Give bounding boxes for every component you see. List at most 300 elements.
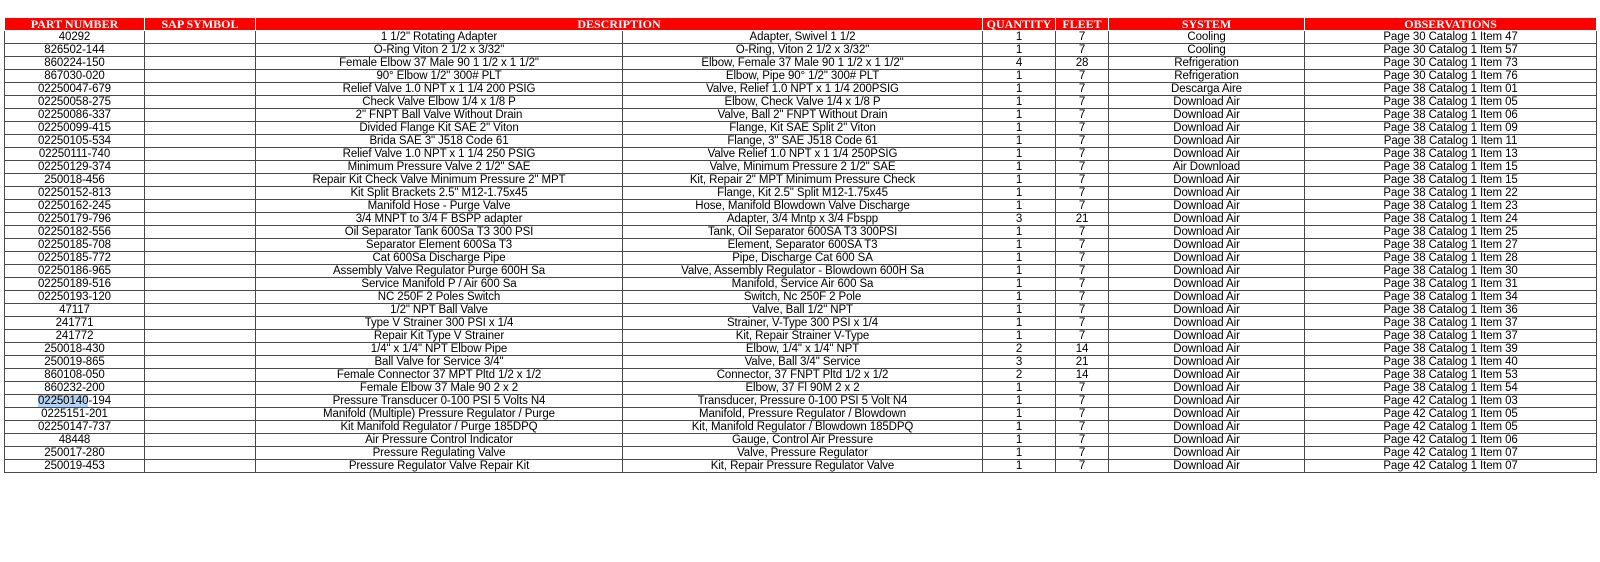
part-number-cell[interactable]: 40292: [5, 31, 145, 44]
description-cell[interactable]: Brida SAE 3" J518 Code 61: [256, 135, 623, 148]
header-observations[interactable]: OBSERVATIONS: [1305, 18, 1597, 31]
observations-cell[interactable]: Page 42 Catalog 1 Item 07: [1305, 460, 1597, 473]
part-number-cell[interactable]: 250019-865: [5, 356, 145, 369]
system-cell[interactable]: Download Air: [1109, 200, 1305, 213]
description-cell[interactable]: Manifold Hose - Purge Valve: [256, 200, 623, 213]
system-cell[interactable]: Download Air: [1109, 239, 1305, 252]
part-number-cell[interactable]: 02250086-337: [5, 109, 145, 122]
part-number-cell[interactable]: 47117: [5, 304, 145, 317]
fleet-cell[interactable]: 7: [1056, 395, 1109, 408]
part-number-cell[interactable]: 02250047-679: [5, 83, 145, 96]
description-alt-cell[interactable]: Kit, Manifold Regulator / Blowdown 185DPQ: [623, 421, 983, 434]
fleet-cell[interactable]: 7: [1056, 109, 1109, 122]
quantity-cell[interactable]: 4: [983, 57, 1056, 70]
fleet-cell[interactable]: 7: [1056, 278, 1109, 291]
sap-symbol-cell[interactable]: [145, 174, 256, 187]
part-number-cell[interactable]: 02250185-772: [5, 252, 145, 265]
header-description[interactable]: DESCRIPTION: [256, 18, 983, 31]
header-system[interactable]: SYSTEM: [1109, 18, 1305, 31]
sap-symbol-cell[interactable]: [145, 31, 256, 44]
description-cell[interactable]: Pressure Transducer 0-100 PSI 5 Volts N4: [256, 395, 623, 408]
part-number-cell[interactable]: 02250186-965: [5, 265, 145, 278]
observations-cell[interactable]: Page 38 Catalog 1 Item 37: [1305, 317, 1597, 330]
fleet-cell[interactable]: 7: [1056, 447, 1109, 460]
description-alt-cell[interactable]: Strainer, V-Type 300 PSI x 1/4: [623, 317, 983, 330]
fleet-cell[interactable]: 7: [1056, 122, 1109, 135]
observations-cell[interactable]: Page 38 Catalog 1 Item 11: [1305, 135, 1597, 148]
fleet-cell[interactable]: 14: [1056, 369, 1109, 382]
fleet-cell[interactable]: 7: [1056, 200, 1109, 213]
fleet-cell[interactable]: 7: [1056, 135, 1109, 148]
description-alt-cell[interactable]: Manifold, Pressure Regulator / Blowdown: [623, 408, 983, 421]
header-part-number[interactable]: PART NUMBER: [5, 18, 145, 31]
quantity-cell[interactable]: 1: [983, 174, 1056, 187]
sap-symbol-cell[interactable]: [145, 161, 256, 174]
system-cell[interactable]: Download Air: [1109, 122, 1305, 135]
part-number-cell[interactable]: 250017-280: [5, 447, 145, 460]
header-quantity[interactable]: QUANTITY: [983, 18, 1056, 31]
sap-symbol-cell[interactable]: [145, 252, 256, 265]
description-cell[interactable]: Cat 600Sa Discharge Pipe: [256, 252, 623, 265]
description-alt-cell[interactable]: Elbow, Female 37 Male 90 1 1/2 x 1 1/2": [623, 57, 983, 70]
sap-symbol-cell[interactable]: [145, 382, 256, 395]
description-cell[interactable]: Assembly Valve Regulator Purge 600H Sa: [256, 265, 623, 278]
description-cell[interactable]: Manifold (Multiple) Pressure Regulator / Purge: [256, 408, 623, 421]
part-number-cell[interactable]: [5, 395, 145, 408]
description-alt-cell[interactable]: Elbow, Pipe 90° 1/2" 300# PLT: [623, 70, 983, 83]
fleet-cell[interactable]: 21: [1056, 213, 1109, 226]
system-cell[interactable]: Download Air: [1109, 148, 1305, 161]
fleet-cell[interactable]: 7: [1056, 239, 1109, 252]
fleet-cell[interactable]: 21: [1056, 356, 1109, 369]
observations-cell[interactable]: Page 38 Catalog 1 Item 34: [1305, 291, 1597, 304]
sap-symbol-cell[interactable]: [145, 421, 256, 434]
part-number-cell[interactable]: 02250147-737: [5, 421, 145, 434]
quantity-cell[interactable]: 1: [983, 395, 1056, 408]
system-cell[interactable]: Air Download: [1109, 161, 1305, 174]
quantity-cell[interactable]: 2: [983, 369, 1056, 382]
part-number-cell[interactable]: 02250182-556: [5, 226, 145, 239]
fleet-cell[interactable]: 7: [1056, 434, 1109, 447]
sap-symbol-cell[interactable]: [145, 447, 256, 460]
description-alt-cell[interactable]: Elbow, 1/4" x 1/4" NPT: [623, 343, 983, 356]
quantity-cell[interactable]: 1: [983, 460, 1056, 473]
system-cell[interactable]: Download Air: [1109, 460, 1305, 473]
sap-symbol-cell[interactable]: [145, 109, 256, 122]
part-number-cell[interactable]: 826502-144: [5, 44, 145, 57]
fleet-cell[interactable]: 28: [1056, 57, 1109, 70]
quantity-cell[interactable]: 1: [983, 148, 1056, 161]
fleet-cell[interactable]: 7: [1056, 174, 1109, 187]
observations-cell[interactable]: Page 30 Catalog 1 Item 73: [1305, 57, 1597, 70]
quantity-cell[interactable]: 1: [983, 70, 1056, 83]
sap-symbol-cell[interactable]: [145, 278, 256, 291]
quantity-cell[interactable]: 1: [983, 382, 1056, 395]
observations-cell[interactable]: Page 38 Catalog 1 Item 09: [1305, 122, 1597, 135]
part-number-cell[interactable]: 867030-020: [5, 70, 145, 83]
system-cell[interactable]: Descarga Aire: [1109, 83, 1305, 96]
description-alt-cell[interactable]: Valve Relief 1.0 NPT x 1 1/4 250PSIG: [623, 148, 983, 161]
observations-cell[interactable]: Page 42 Catalog 1 Item 06: [1305, 434, 1597, 447]
part-number-cell[interactable]: 241772: [5, 330, 145, 343]
fleet-cell[interactable]: 7: [1056, 304, 1109, 317]
part-number-cell[interactable]: 02250162-245: [5, 200, 145, 213]
description-cell[interactable]: Pressure Regulator Valve Repair Kit: [256, 460, 623, 473]
observations-cell[interactable]: Page 38 Catalog 1 Item 31: [1305, 278, 1597, 291]
observations-cell[interactable]: Page 42 Catalog 1 Item 05: [1305, 408, 1597, 421]
description-alt-cell[interactable]: Elbow, 37 Fl 90M 2 x 2: [623, 382, 983, 395]
part-number-cell[interactable]: 02250105-534: [5, 135, 145, 148]
table-row: [5, 408, 1597, 421]
fleet-cell[interactable]: 7: [1056, 161, 1109, 174]
quantity-cell[interactable]: 1: [983, 135, 1056, 148]
parts-spreadsheet: [0, 17, 1600, 473]
system-cell[interactable]: Download Air: [1109, 382, 1305, 395]
observations-cell[interactable]: Page 38 Catalog 1 Item 05: [1305, 96, 1597, 109]
part-number-cell[interactable]: 250019-453: [5, 460, 145, 473]
description-alt-cell[interactable]: Valve, Minimum Pressure 2 1/2" SAE: [623, 161, 983, 174]
table-row: [5, 31, 1597, 44]
system-cell[interactable]: Download Air: [1109, 226, 1305, 239]
header-sap-symbol[interactable]: SAP SYMBOL: [145, 18, 256, 31]
system-cell[interactable]: Download Air: [1109, 330, 1305, 343]
description-cell[interactable]: 2" FNPT Ball Valve Without Drain: [256, 109, 623, 122]
description-alt-cell[interactable]: Kit, Repair Pressure Regulator Valve: [623, 460, 983, 473]
description-cell[interactable]: Divided Flange Kit SAE 2" Viton: [256, 122, 623, 135]
system-cell[interactable]: Download Air: [1109, 356, 1305, 369]
sap-symbol-cell[interactable]: [145, 96, 256, 109]
header-fleet[interactable]: FLEET: [1056, 18, 1109, 31]
table-row: [5, 135, 1597, 148]
system-cell[interactable]: Download Air: [1109, 447, 1305, 460]
description-cell[interactable]: O-Ring Viton 2 1/2 x 3/32": [256, 44, 623, 57]
quantity-cell[interactable]: 2: [983, 343, 1056, 356]
sap-symbol-cell[interactable]: [145, 343, 256, 356]
description-cell[interactable]: 90° Elbow 1/2" 300# PLT: [256, 70, 623, 83]
sap-symbol-cell[interactable]: [145, 213, 256, 226]
quantity-cell[interactable]: 3: [983, 213, 1056, 226]
system-cell[interactable]: Download Air: [1109, 135, 1305, 148]
sap-symbol-cell[interactable]: [145, 291, 256, 304]
fleet-cell[interactable]: 7: [1056, 265, 1109, 278]
fleet-cell[interactable]: 7: [1056, 70, 1109, 83]
sap-symbol-cell[interactable]: [145, 330, 256, 343]
quantity-cell[interactable]: 1: [983, 187, 1056, 200]
fleet-cell[interactable]: 7: [1056, 44, 1109, 57]
description-alt-cell[interactable]: Valve, Ball 3/4" Service: [623, 356, 983, 369]
sap-symbol-cell[interactable]: [145, 83, 256, 96]
description-cell[interactable]: Female Elbow 37 Male 90 2 x 2: [256, 382, 623, 395]
quantity-cell[interactable]: 1: [983, 408, 1056, 421]
description-alt-cell[interactable]: Flange, Kit 2.5" Split M12-1.75x45: [623, 187, 983, 200]
table-row: [5, 382, 1597, 395]
description-cell[interactable]: Repair Kit Check Valve Minimum Pressure 2" MPT: [256, 174, 623, 187]
description-cell[interactable]: Kit Manifold Regulator / Purge 185DPQ: [256, 421, 623, 434]
system-cell[interactable]: Download Air: [1109, 213, 1305, 226]
quantity-cell[interactable]: 3: [983, 356, 1056, 369]
fleet-cell[interactable]: 7: [1056, 317, 1109, 330]
table-row: [5, 57, 1597, 70]
description-cell[interactable]: Check Valve Elbow 1/4 x 1/8 P: [256, 96, 623, 109]
table-body: [5, 31, 1597, 473]
quantity-cell[interactable]: 1: [983, 278, 1056, 291]
description-alt-cell[interactable]: Element, Separator 600SA T3: [623, 239, 983, 252]
part-number-cell[interactable]: 02250129-374: [5, 161, 145, 174]
sap-symbol-cell[interactable]: [145, 148, 256, 161]
fleet-cell[interactable]: 14: [1056, 343, 1109, 356]
observations-cell[interactable]: Page 38 Catalog 1 Item 37: [1305, 330, 1597, 343]
fleet-cell[interactable]: 7: [1056, 83, 1109, 96]
sap-symbol-cell[interactable]: [145, 408, 256, 421]
quantity-cell[interactable]: 1: [983, 421, 1056, 434]
sap-symbol-cell[interactable]: [145, 369, 256, 382]
part-number-cell[interactable]: 250018-456: [5, 174, 145, 187]
system-cell[interactable]: Cooling: [1109, 44, 1305, 57]
observations-cell[interactable]: Page 38 Catalog 1 Item 15: [1305, 174, 1597, 187]
fleet-cell[interactable]: 7: [1056, 96, 1109, 109]
description-alt-cell[interactable]: Hose, Manifold Blowdown Valve Discharge: [623, 200, 983, 213]
quantity-cell[interactable]: 1: [983, 200, 1056, 213]
description-cell[interactable]: Pressure Regulating Valve: [256, 447, 623, 460]
part-number-cell[interactable]: 860108-050: [5, 369, 145, 382]
table-row: [5, 278, 1597, 291]
fleet-cell[interactable]: 7: [1056, 330, 1109, 343]
table-row: [5, 83, 1597, 96]
observations-cell[interactable]: Page 38 Catalog 1 Item 22: [1305, 187, 1597, 200]
sap-symbol-cell[interactable]: [145, 57, 256, 70]
sap-symbol-cell[interactable]: [145, 200, 256, 213]
sap-symbol-cell[interactable]: [145, 304, 256, 317]
description-alt-cell[interactable]: Switch, Nc 250F 2 Pole: [623, 291, 983, 304]
description-cell[interactable]: Ball Valve for Service 3/4": [256, 356, 623, 369]
sap-symbol-cell[interactable]: [145, 317, 256, 330]
quantity-cell[interactable]: 1: [983, 291, 1056, 304]
system-cell[interactable]: Download Air: [1109, 291, 1305, 304]
quantity-cell[interactable]: 1: [983, 252, 1056, 265]
observations-cell[interactable]: Page 38 Catalog 1 Item 25: [1305, 226, 1597, 239]
system-cell[interactable]: Download Air: [1109, 408, 1305, 421]
description-cell[interactable]: Relief Valve 1.0 NPT x 1 1/4 200 PSIG: [256, 83, 623, 96]
system-cell[interactable]: Refrigeration: [1109, 57, 1305, 70]
description-alt-cell[interactable]: Valve, Ball 1/2" NPT: [623, 304, 983, 317]
table-row: [5, 96, 1597, 109]
system-cell[interactable]: Download Air: [1109, 317, 1305, 330]
description-cell[interactable]: Female Connector 37 MPT Pltd 1/2 x 1/2: [256, 369, 623, 382]
description-alt-cell[interactable]: Gauge, Control Air Pressure: [623, 434, 983, 447]
description-cell[interactable]: 1 1/2" Rotating Adapter: [256, 31, 623, 44]
fleet-cell[interactable]: 7: [1056, 187, 1109, 200]
system-cell[interactable]: Download Air: [1109, 343, 1305, 356]
selected-text: 02250140: [38, 395, 89, 407]
description-cell[interactable]: Relief Valve 1.0 NPT x 1 1/4 250 PSIG: [256, 148, 623, 161]
description-alt-cell[interactable]: Kit, Repair 2" MPT Minimum Pressure Check: [623, 174, 983, 187]
table-row: [5, 187, 1597, 200]
system-cell[interactable]: Download Air: [1109, 369, 1305, 382]
observations-cell[interactable]: Page 30 Catalog 1 Item 47: [1305, 31, 1597, 44]
system-cell[interactable]: Download Air: [1109, 174, 1305, 187]
description-cell[interactable]: Kit Split Brackets 2.5" M12-1.75x45: [256, 187, 623, 200]
system-cell[interactable]: Download Air: [1109, 109, 1305, 122]
system-cell[interactable]: Download Air: [1109, 265, 1305, 278]
description-alt-cell[interactable]: Manifold, Service Air 600 Sa: [623, 278, 983, 291]
table-row: [5, 369, 1597, 382]
quantity-cell[interactable]: 1: [983, 304, 1056, 317]
sap-symbol-cell[interactable]: [145, 395, 256, 408]
description-alt-cell[interactable]: Flange, Kit SAE Split 2" Viton: [623, 122, 983, 135]
description-alt-cell[interactable]: Transducer, Pressure 0-100 PSI 5 Volt N4: [623, 395, 983, 408]
system-cell[interactable]: Download Air: [1109, 304, 1305, 317]
part-number-cell[interactable]: 02250058-275: [5, 96, 145, 109]
system-cell[interactable]: Refrigeration: [1109, 70, 1305, 83]
table-row: [5, 252, 1597, 265]
fleet-cell[interactable]: 7: [1056, 291, 1109, 304]
description-cell[interactable]: NC 250F 2 Poles Switch: [256, 291, 623, 304]
part-number-cell[interactable]: 02250193-120: [5, 291, 145, 304]
description-cell[interactable]: Female Elbow 37 Male 90 1 1/2 x 1 1/2": [256, 57, 623, 70]
observations-cell[interactable]: Page 38 Catalog 1 Item 54: [1305, 382, 1597, 395]
observations-cell[interactable]: Page 38 Catalog 1 Item 30: [1305, 265, 1597, 278]
table-row: [5, 304, 1597, 317]
description-alt-cell[interactable]: Valve, Pressure Regulator: [623, 447, 983, 460]
description-cell[interactable]: Separator Element 600Sa T3: [256, 239, 623, 252]
description-cell[interactable]: Oil Separator Tank 600Sa T3 300 PSI: [256, 226, 623, 239]
sap-symbol-cell[interactable]: [145, 44, 256, 57]
fleet-cell[interactable]: 7: [1056, 226, 1109, 239]
observations-cell[interactable]: Page 42 Catalog 1 Item 07: [1305, 447, 1597, 460]
sap-symbol-cell[interactable]: [145, 122, 256, 135]
description-cell[interactable]: Type V Strainer 300 PSI x 1/4: [256, 317, 623, 330]
table-row: [5, 291, 1597, 304]
table-row: [5, 343, 1597, 356]
sap-symbol-cell[interactable]: [145, 239, 256, 252]
sap-symbol-cell[interactable]: [145, 356, 256, 369]
system-cell[interactable]: Download Air: [1109, 434, 1305, 447]
part-number-cell[interactable]: 860224-150: [5, 57, 145, 70]
quantity-cell[interactable]: 1: [983, 161, 1056, 174]
description-alt-cell[interactable]: Elbow, Check Valve 1/4 x 1/8 P: [623, 96, 983, 109]
quantity-cell[interactable]: 1: [983, 317, 1056, 330]
table-row: [5, 200, 1597, 213]
observations-cell[interactable]: Page 30 Catalog 1 Item 76: [1305, 70, 1597, 83]
observations-cell[interactable]: Page 38 Catalog 1 Item 13: [1305, 148, 1597, 161]
observations-cell[interactable]: Page 38 Catalog 1 Item 53: [1305, 369, 1597, 382]
quantity-cell[interactable]: 1: [983, 330, 1056, 343]
description-cell[interactable]: Service Manifold P / Air 600 Sa: [256, 278, 623, 291]
part-number-cell[interactable]: 02250185-708: [5, 239, 145, 252]
description-alt-cell[interactable]: Valve, Relief 1.0 NPT x 1 1/4 200PSIG: [623, 83, 983, 96]
observations-cell[interactable]: Page 38 Catalog 1 Item 28: [1305, 252, 1597, 265]
description-cell[interactable]: Repair Kit Type V Strainer: [256, 330, 623, 343]
description-alt-cell[interactable]: Valve, Ball 2" FNPT Without Drain: [623, 109, 983, 122]
quantity-cell[interactable]: 1: [983, 226, 1056, 239]
quantity-cell[interactable]: 1: [983, 434, 1056, 447]
description-alt-cell[interactable]: Adapter, Swivel 1 1/2: [623, 31, 983, 44]
fleet-cell[interactable]: 7: [1056, 421, 1109, 434]
sap-symbol-cell[interactable]: [145, 460, 256, 473]
observations-cell[interactable]: Page 38 Catalog 1 Item 23: [1305, 200, 1597, 213]
description-alt-cell[interactable]: Connector, 37 FNPT Pltd 1/2 x 1/2: [623, 369, 983, 382]
sap-symbol-cell[interactable]: [145, 135, 256, 148]
description-alt-cell[interactable]: Tank, Oil Separator 600SA T3 300PSI: [623, 226, 983, 239]
fleet-cell[interactable]: 7: [1056, 148, 1109, 161]
system-cell[interactable]: Download Air: [1109, 252, 1305, 265]
observations-cell[interactable]: Page 38 Catalog 1 Item 01: [1305, 83, 1597, 96]
quantity-cell[interactable]: 1: [983, 109, 1056, 122]
description-cell[interactable]: 1/2" NPT Ball Valve: [256, 304, 623, 317]
observations-cell[interactable]: Page 42 Catalog 1 Item 05: [1305, 421, 1597, 434]
description-alt-cell[interactable]: Valve, Assembly Regulator - Blowdown 600H Sa: [623, 265, 983, 278]
part-number-cell[interactable]: 02250189-516: [5, 278, 145, 291]
table-row: [5, 460, 1597, 473]
quantity-cell[interactable]: 1: [983, 31, 1056, 44]
description-cell[interactable]: 3/4 MNPT to 3/4 F BSPP adapter: [256, 213, 623, 226]
table-row: [5, 395, 1597, 408]
description-alt-cell[interactable]: O-Ring, Viton 2 1/2 x 3/32": [623, 44, 983, 57]
sap-symbol-cell[interactable]: [145, 187, 256, 200]
system-cell[interactable]: Download Air: [1109, 96, 1305, 109]
table-row: [5, 421, 1597, 434]
description-alt-cell[interactable]: Adapter, 3/4 Mntp x 3/4 Fbspp: [623, 213, 983, 226]
part-number-cell[interactable]: 48448: [5, 434, 145, 447]
part-number-cell[interactable]: 02250099-415: [5, 122, 145, 135]
quantity-cell[interactable]: 1: [983, 239, 1056, 252]
part-number-cell[interactable]: 02250111-740: [5, 148, 145, 161]
observations-cell[interactable]: Page 42 Catalog 1 Item 03: [1305, 395, 1597, 408]
part-number-cell[interactable]: 02250179-796: [5, 213, 145, 226]
system-cell[interactable]: Download Air: [1109, 395, 1305, 408]
system-cell[interactable]: Download Air: [1109, 187, 1305, 200]
system-cell[interactable]: Cooling: [1109, 31, 1305, 44]
observations-cell[interactable]: Page 38 Catalog 1 Item 15: [1305, 161, 1597, 174]
part-number-cell[interactable]: 0225151-201: [5, 408, 145, 421]
description-cell[interactable]: Minimum Pressure Valve 2 1/2" SAE: [256, 161, 623, 174]
quantity-cell[interactable]: 1: [983, 44, 1056, 57]
sap-symbol-cell[interactable]: [145, 226, 256, 239]
description-alt-cell[interactable]: Flange, 3" SAE J518 Code 61: [623, 135, 983, 148]
description-cell[interactable]: Air Pressure Control Indicator: [256, 434, 623, 447]
part-number-cell[interactable]: 241771: [5, 317, 145, 330]
sap-symbol-cell[interactable]: [145, 434, 256, 447]
quantity-cell[interactable]: 1: [983, 83, 1056, 96]
system-cell[interactable]: Download Air: [1109, 278, 1305, 291]
quantity-cell[interactable]: 1: [983, 447, 1056, 460]
observations-cell[interactable]: Page 38 Catalog 1 Item 24: [1305, 213, 1597, 226]
fleet-cell[interactable]: 7: [1056, 382, 1109, 395]
fleet-cell[interactable]: 7: [1056, 252, 1109, 265]
sap-symbol-cell[interactable]: [145, 70, 256, 83]
part-number-cell[interactable]: 02250152-813: [5, 187, 145, 200]
description-cell[interactable]: 1/4" x 1/4" NPT Elbow Pipe: [256, 343, 623, 356]
observations-cell[interactable]: Page 38 Catalog 1 Item 06: [1305, 109, 1597, 122]
observations-cell[interactable]: Page 38 Catalog 1 Item 27: [1305, 239, 1597, 252]
observations-cell[interactable]: Page 38 Catalog 1 Item 39: [1305, 343, 1597, 356]
description-alt-cell[interactable]: Pipe, Discharge Cat 600 SA: [623, 252, 983, 265]
fleet-cell[interactable]: 7: [1056, 408, 1109, 421]
fleet-cell[interactable]: 7: [1056, 31, 1109, 44]
quantity-cell[interactable]: 1: [983, 96, 1056, 109]
description-alt-cell[interactable]: Kit, Repair Strainer V-Type: [623, 330, 983, 343]
sap-symbol-cell[interactable]: [145, 265, 256, 278]
observations-cell[interactable]: Page 30 Catalog 1 Item 57: [1305, 44, 1597, 57]
quantity-cell[interactable]: 1: [983, 122, 1056, 135]
quantity-cell[interactable]: 1: [983, 265, 1056, 278]
part-number-cell[interactable]: 250018-430: [5, 343, 145, 356]
observations-cell[interactable]: Page 38 Catalog 1 Item 40: [1305, 356, 1597, 369]
fleet-cell[interactable]: 7: [1056, 460, 1109, 473]
part-number-cell[interactable]: 860232-200: [5, 382, 145, 395]
system-cell[interactable]: Download Air: [1109, 421, 1305, 434]
observations-cell[interactable]: Page 38 Catalog 1 Item 36: [1305, 304, 1597, 317]
